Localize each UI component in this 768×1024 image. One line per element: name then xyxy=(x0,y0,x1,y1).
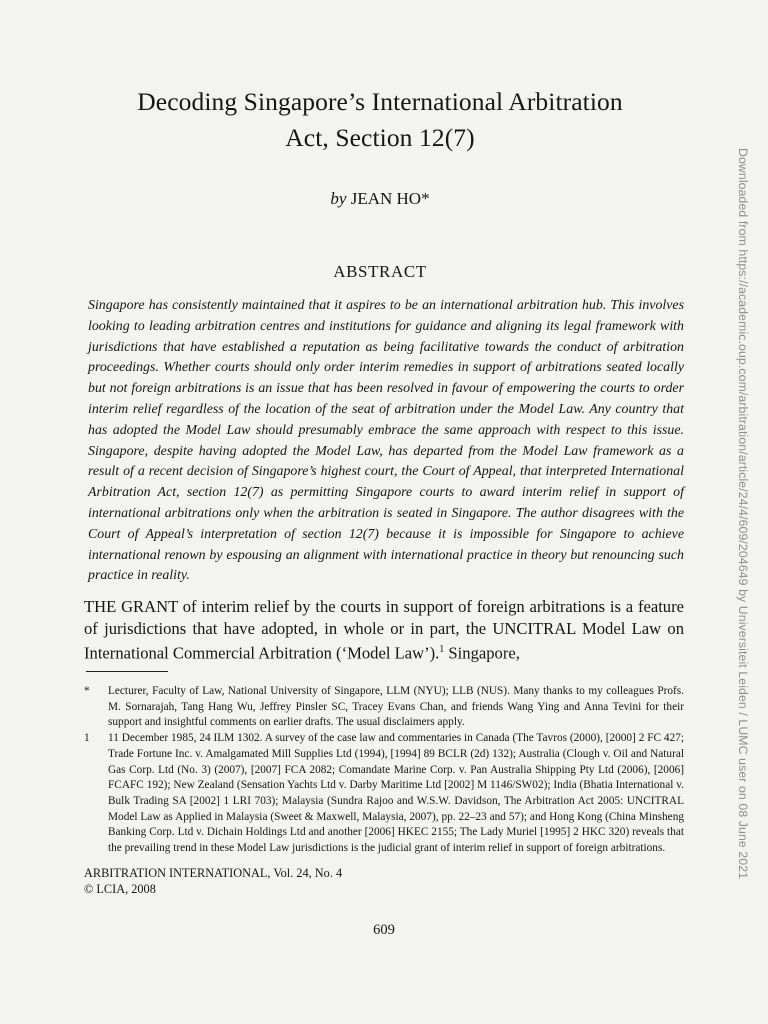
footnote-mark: * xyxy=(84,685,90,697)
page-number: 609 xyxy=(373,922,395,938)
title-line-1: Decoding Singapore’s International Arbitration xyxy=(137,87,623,116)
journal-info xyxy=(84,865,342,897)
title-line-2: Act, Section 12(7) xyxy=(285,123,475,152)
footnote-reference[interactable]: 1 xyxy=(439,644,445,655)
author-prefix: by xyxy=(330,189,347,208)
footnotes xyxy=(84,684,684,857)
footnote-item xyxy=(84,731,684,857)
abstract-heading: ABSTRACT xyxy=(333,262,427,281)
footnote-mark: 1 xyxy=(84,732,90,745)
journal-copyright: © LCIA, 2008 xyxy=(84,882,156,896)
download-watermark: Downloaded from https://academic.oup.com/arbitration/article/24/4/609/204649 by Universiteit Leiden / LUMC user on 08 June 2021 xyxy=(736,148,750,880)
footnote-text: 11 December 1985, 24 ILM 1302. A survey of the case law and commentaries in Canada (The Tavros (2000), [2000] 2 FC 427; Trade Fortune Inc. v. Amalgamated Mill Supplies Ltd (1994), [1994] 89 BCLR (2d) 132); Australia (Clough v. Oil and Natural Gas Corp. Ltd (No. 3) (2007), [2007] FCA 2082; Comandate Marine Corp. v. Pan Australia Shipping Pty Ltd (2006), [2006] FCAFC 192); New Zealand (Sensation Yachts Ltd v. Darby Maritime Ltd [2002] M 1146/SW02); India (Bhatia International v. Bulk Trading SA [2002] 1 LRI 703); Malaysia (Sundra Rajoo and W.S.W. Davidson, The Arbitration Act 2005: UNCITRAL Model Law as Applied in Malaysia (Sweet & Maxwell, Malaysia, 2007), pp. 22–23 and 57); and Hong Kong (China Minsheng Banking Corp. Ltd v. Dichain Holdings Ltd and another [2006] HKEC 2155; The Lady Muriel [1995] 2 HKC 320) reveals that the prevailing trend in these Model Law jurisdictions is the judicial grant of interim relief in support of foreign arbitrations. xyxy=(108,732,684,855)
body-paragraph xyxy=(84,596,684,664)
body-text-continued: Singapore, xyxy=(444,643,520,663)
article-title xyxy=(60,84,700,156)
footnote-separator xyxy=(86,671,168,672)
author-line xyxy=(60,189,700,209)
footnote-text: Lecturer, Faculty of Law, National University of Singapore, LLM (NYU); LLB (NUS). Many thanks to my colleagues Profs. M. Sornarajah, Tang Hang Wu, Jeffrey Pinsler SC, Tracey Evans Chan, and friends Wang Ying and Anna Tevini for their support and insightful comments on earlier drafts. The usual disclaimers apply. xyxy=(108,685,684,729)
body-text: THE GRANT of interim relief by the courts in support of foreign arbitrations is a feature of jurisdictions that have adopted, in whole or in part, the UNCITRAL Model Law on International Commercial Arbitration (‘Model Law’). xyxy=(84,597,684,663)
footnote-item xyxy=(84,684,684,731)
author-name: JEAN HO* xyxy=(350,189,430,208)
journal-name: ARBITRATION INTERNATIONAL, Vol. 24, No. 4 xyxy=(84,866,343,880)
abstract-text: Singapore has consistently maintained that it aspires to be an international arbitration hub. This involves looking to leading arbitration centres and institutions for guidance and aligning its legal framework with jurisdictions that have established a reputation as being facilitative towards the conduct of arbitration proceedings. Whether courts should only order interim remedies in support of arbitrations seated locally but not foreign arbitrations is an issue that has been resolved in favour of empowering the courts to order interim relief regardless of the location of the seat of arbitration under the Model Law. Any country that has adopted the Model Law should presumably embrace the same approach with respect to this issue. Singapore, despite having adopted the Model Law, has departed from the Model Law framework as a result of a recent decision of Singapore’s highest court, the Court of Appeal, that interpreted International Arbitration Act, section 12(7) as permitting Singapore courts to award interim relief in support of international arbitrations only when the arbitration is seated in Singapore. The author disagrees with the Court of Appeal’s interpretation of section 12(7) because it is impossible for Singapore to achieve international renown by espousing an alignment with international practice in theory but renouncing such practice in reality. xyxy=(88,298,684,584)
